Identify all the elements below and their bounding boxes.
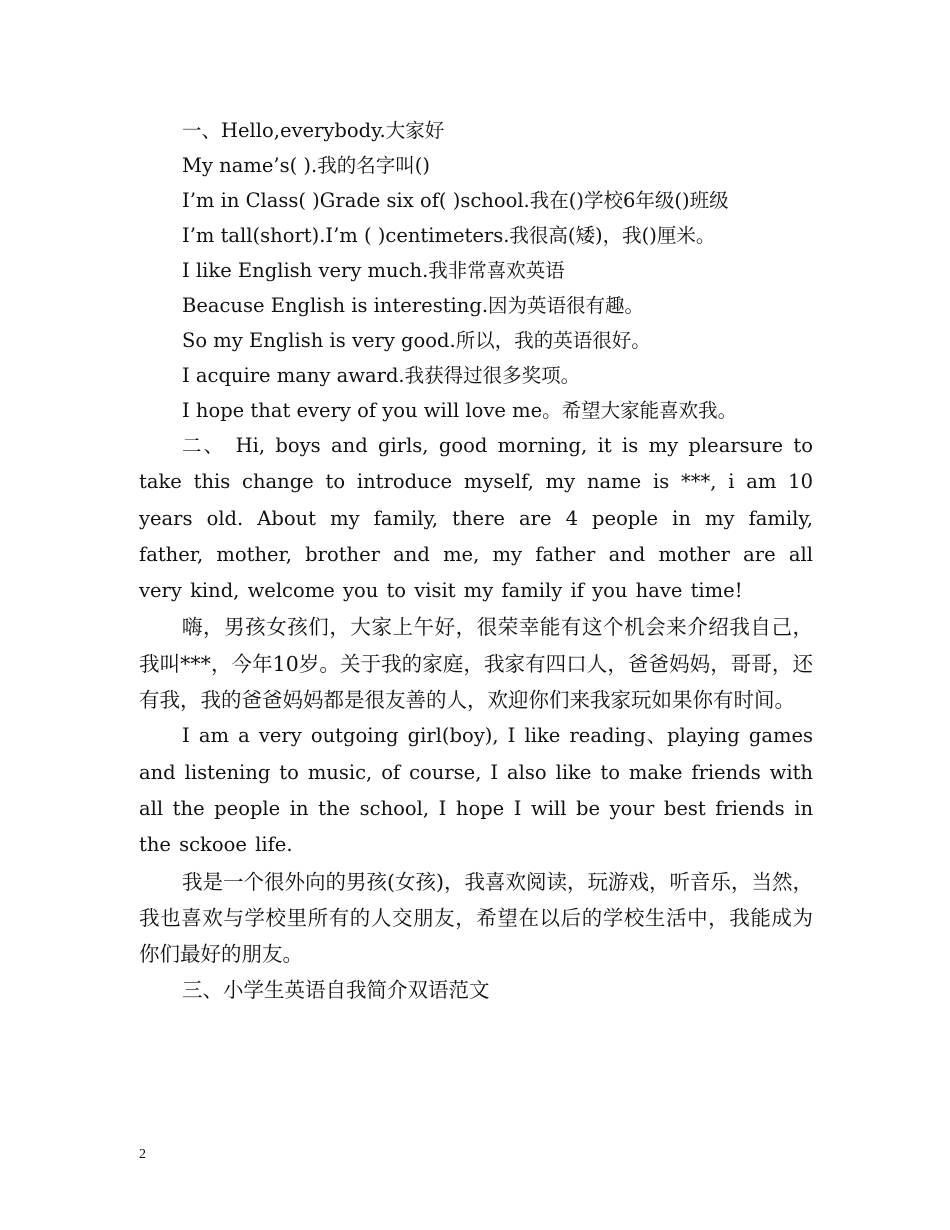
name-line: My name’s( ).我的名字叫() [182,154,430,177]
english-good-line: So my English is very good.所以，我的英语很好。 [182,329,651,352]
section2-english-paragraph: 二、 Hi, boys and girls, good morning, it is my plearsure to take this change to introduce myself, my name is ***, i am 10 years old. About my family, there are 4 people in my family, father, mother, brother and me, my father and mother are all very kind, welcome you to visit my family if you have time! [139,434,813,603]
class-line: I’m in Class( )Grade six of( )school.我在()学校6年级()班级 [182,189,729,212]
section2-chinese-paragraph: 嗨，男孩女孩们，大家上午好，很荣幸能有这个机会来介绍我自己，我叫***，今年10岁。关于我的家庭，我家有四口人，爸爸妈妈，哥哥，还有我，我的爸爸妈妈都是很友善的人，欢迎你们来我家玩如果你有时间。 [139,615,813,713]
because-line: Beacuse English is interesting.因为英语很有趣。 [182,294,645,317]
outgoing-english-paragraph: I am a very outgoing girl(boy), I like reading、playing games and listening to music, of course, I also like to make friends with all the people in the school, I hope I will be your best friends in the sckooe life. [139,724,813,857]
section1-heading-line: 一、Hello,everybody.大家好 [182,119,445,142]
page-number: 2 [139,1147,146,1162]
section3-heading: 三、小学生英语自我简介双语范文 [182,978,490,1003]
hope-line: I hope that every of you will love me。希望大家能喜欢我。 [182,399,738,422]
document-body [139,113,813,1009]
award-line: I acquire many award.我获得过很多奖项。 [182,364,581,387]
height-line: I’m tall(short).I’m ( )centimeters.我很高(矮)，我()厘米。 [182,224,716,247]
outgoing-chinese-paragraph: 我是一个很外向的男孩(女孩)，我喜欢阅读，玩游戏，听音乐，当然，我也喜欢与学校里所有的人交朋友，希望在以后的学校生活中，我能成为你们最好的朋友。 [139,869,813,967]
like-english-line: I like English very much.我非常喜欢英语 [182,259,565,282]
